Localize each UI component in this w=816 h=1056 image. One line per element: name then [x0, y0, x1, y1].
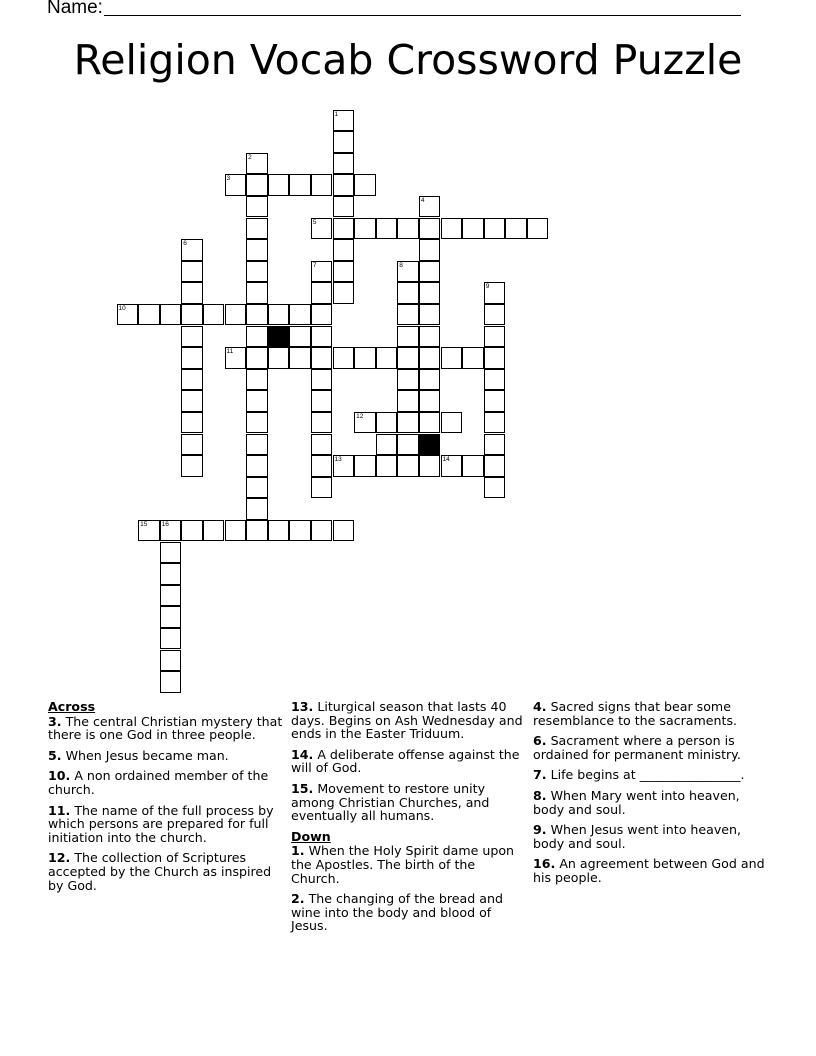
grid-cell[interactable] [268, 304, 290, 326]
clues-column-3 [533, 700, 769, 892]
grid-cell[interactable] [160, 304, 182, 326]
across-clue-list-continued [291, 700, 527, 823]
grid-cell[interactable] [311, 282, 333, 304]
down-heading: Down [291, 828, 331, 844]
grid-cell[interactable] [397, 455, 419, 477]
grid-cell[interactable] [160, 520, 182, 542]
grid-cell[interactable] [354, 347, 376, 369]
grid-cell[interactable] [441, 347, 463, 369]
grid-cell[interactable] [246, 520, 268, 542]
clue-number-label: 5. [48, 747, 62, 763]
grid-cell[interactable] [419, 347, 441, 369]
across-heading: Across [48, 699, 96, 714]
name-label: Name: [47, 0, 103, 18]
grid-cell[interactable] [397, 326, 419, 348]
grid-cell[interactable] [484, 390, 506, 412]
grid-cell[interactable] [419, 390, 441, 412]
grid-cell[interactable] [311, 434, 333, 456]
clue-number-label: 6. [533, 733, 547, 749]
grid-cell[interactable] [484, 282, 506, 304]
grid-cell[interactable] [311, 477, 333, 499]
grid-cell[interactable] [419, 326, 441, 348]
clue-number-label: 15. [291, 780, 314, 796]
grid-cell[interactable] [311, 174, 333, 196]
grid-cell[interactable] [397, 412, 419, 434]
grid-cell[interactable] [311, 304, 333, 326]
grid-cell[interactable] [246, 218, 268, 240]
grid-cell[interactable] [484, 218, 506, 240]
grid-cell[interactable] [225, 520, 247, 542]
grid-cell[interactable] [397, 218, 419, 240]
clue-number: 2 [248, 153, 252, 161]
clue-item [48, 804, 283, 845]
grid-cell[interactable] [397, 261, 419, 283]
clue-item [291, 782, 527, 823]
grid-cell[interactable] [246, 174, 268, 196]
grid-cell[interactable] [419, 412, 441, 434]
grid-cell[interactable] [333, 174, 355, 196]
grid-cell[interactable] [181, 369, 203, 391]
grid-cell[interactable] [333, 239, 355, 261]
grid-cell[interactable] [333, 131, 355, 153]
grid-cell[interactable] [354, 412, 376, 434]
grid-cell[interactable] [203, 304, 225, 326]
grid-cell[interactable] [354, 455, 376, 477]
grid-cell[interactable] [181, 455, 203, 477]
grid-cell[interactable] [246, 261, 268, 283]
grid-cell[interactable] [289, 304, 311, 326]
grid-cell[interactable] [397, 434, 419, 456]
clue-number: 1 [334, 110, 339, 118]
clue-text: A non ordained member of the church. [48, 768, 269, 797]
grid-cell[interactable] [397, 347, 419, 369]
grid-cell[interactable] [246, 412, 268, 434]
clue-number-label: 16. [533, 856, 556, 872]
grid-cell[interactable] [246, 477, 268, 499]
clue-number: 7 [312, 261, 317, 269]
grid-cell[interactable] [181, 282, 203, 304]
grid-cell[interactable] [138, 520, 160, 542]
grid-cell[interactable] [333, 347, 355, 369]
clue-text: The central Christian mystery that there is one God in three people. [48, 713, 283, 743]
clue-number: 15 [140, 520, 148, 528]
clue-item [533, 768, 769, 782]
clue-text: The collection of Scriptures accepted by the Church as inspired by God. [48, 850, 272, 893]
clue-number: 14 [442, 456, 450, 464]
grid-cell[interactable] [311, 412, 333, 434]
grid-cell[interactable] [419, 282, 441, 304]
grid-cell[interactable] [333, 218, 355, 240]
grid-cell[interactable] [289, 174, 311, 196]
grid-cell[interactable] [268, 347, 290, 369]
grid-cell[interactable] [181, 347, 203, 369]
clue-number-label: 13. [291, 699, 314, 714]
grid-cell[interactable] [181, 434, 203, 456]
grid-cell[interactable] [462, 218, 484, 240]
grid-cell[interactable] [397, 282, 419, 304]
grid-cell[interactable] [419, 218, 441, 240]
grid-cell[interactable] [376, 434, 398, 456]
grid-cell[interactable] [225, 174, 247, 196]
grid-cell[interactable] [376, 455, 398, 477]
clue-text: When Jesus went into heaven, body and soul. [533, 822, 742, 851]
clue-item [291, 844, 527, 885]
clue-text: When Jesus became man. [61, 747, 229, 763]
grid-cell[interactable] [333, 196, 355, 218]
clue-item [533, 823, 769, 850]
grid-cell[interactable] [484, 434, 506, 456]
clue-item [291, 892, 527, 933]
grid-cell[interactable] [333, 110, 355, 132]
grid-cell[interactable] [289, 520, 311, 542]
grid-cell[interactable] [311, 369, 333, 391]
clue-number: 8 [399, 261, 403, 269]
clue-item [48, 769, 283, 796]
clue-number: 5 [312, 218, 317, 226]
grid-cell[interactable] [246, 326, 268, 348]
grid-cell[interactable] [419, 455, 441, 477]
grid-cell[interactable] [246, 153, 268, 175]
grid-cell[interactable] [246, 347, 268, 369]
grid-cell[interactable] [246, 196, 268, 218]
grid-cell[interactable] [289, 347, 311, 369]
grid-cell[interactable] [225, 304, 247, 326]
clue-item [291, 700, 527, 741]
grid-cell[interactable] [246, 304, 268, 326]
clue-text: Sacred signs that bear some resemblance to the sacraments. [533, 699, 738, 728]
grid-cell[interactable] [484, 347, 506, 369]
grid-cell[interactable] [311, 390, 333, 412]
grid-cell[interactable] [246, 390, 268, 412]
clue-number: 4 [420, 196, 425, 204]
grid-cell[interactable] [311, 326, 333, 348]
clue-item [48, 749, 283, 763]
grid-cell[interactable] [505, 218, 527, 240]
clue-number: 16 [161, 520, 169, 528]
clue-item [533, 857, 769, 884]
grid-cell[interactable] [376, 347, 398, 369]
grid-cell[interactable] [419, 369, 441, 391]
grid-cell[interactable] [246, 282, 268, 304]
grid-cell[interactable] [484, 369, 506, 391]
down-clue-list-continued [533, 700, 769, 885]
clue-text: A deliberate offense against the will of God. [291, 746, 520, 776]
grid-cell[interactable] [376, 412, 398, 434]
clue-number: 10 [118, 304, 126, 312]
grid-cell[interactable] [397, 390, 419, 412]
clue-text: When the Holy Spirit dame upon the Apostles. The birth of the Church. [291, 843, 515, 886]
grid-cell[interactable] [246, 455, 268, 477]
clue-number-label: 11. [48, 802, 71, 818]
grid-cell[interactable] [181, 390, 203, 412]
grid-cell[interactable] [333, 282, 355, 304]
grid-cell[interactable] [160, 585, 182, 607]
grid-cell[interactable] [311, 261, 333, 283]
clue-number-label: 9. [533, 822, 547, 838]
grid-cell[interactable] [160, 542, 182, 564]
clue-text: The name of the full process by which persons are prepared for full initiation into the church. [48, 802, 274, 845]
grid-cell[interactable] [419, 196, 441, 218]
grid-cell[interactable] [268, 520, 290, 542]
clue-number-label: 14. [291, 746, 314, 762]
grid-cell[interactable] [376, 218, 398, 240]
grid-cell[interactable] [181, 304, 203, 326]
grid-cell[interactable] [419, 261, 441, 283]
page-title: Religion Vocab Crossword Puzzle [73, 36, 743, 84]
grid-cell[interactable] [484, 455, 506, 477]
grid-cell[interactable] [484, 326, 506, 348]
grid-cell[interactable] [311, 455, 333, 477]
grid-cell[interactable] [160, 563, 182, 585]
clue-number-label: 7. [533, 767, 547, 783]
grid-cell[interactable] [419, 304, 441, 326]
grid-cell[interactable] [181, 261, 203, 283]
clue-number: 3 [226, 175, 231, 183]
grid-cell[interactable] [311, 347, 333, 369]
grid-cell[interactable] [484, 304, 506, 326]
clue-number: 6 [183, 240, 187, 248]
clue-number: 9 [485, 283, 490, 291]
grid-cell[interactable] [419, 239, 441, 261]
clues-column-1 [48, 700, 283, 899]
grid-cell[interactable] [333, 153, 355, 175]
grid-cell[interactable] [181, 239, 203, 261]
clue-text: Sacrament where a person is ordained for permanent ministry. [533, 733, 741, 762]
grid-cell[interactable] [333, 261, 355, 283]
grid-cell[interactable] [246, 369, 268, 391]
grid-cell[interactable] [289, 326, 311, 348]
grid-cell[interactable] [397, 369, 419, 391]
grid-cell[interactable] [268, 174, 290, 196]
grid-cell[interactable] [246, 434, 268, 456]
grid-cell[interactable] [311, 218, 333, 240]
clue-item [533, 734, 769, 761]
clue-number: 13 [334, 456, 342, 464]
grid-cell[interactable] [462, 347, 484, 369]
clue-item [291, 748, 527, 775]
grid-cell[interactable] [246, 239, 268, 261]
clue-item [48, 715, 283, 742]
clue-text: Movement to restore unity among Christian Churches, and eventually all humans. [291, 780, 490, 824]
clue-number: 11 [226, 348, 234, 356]
clue-text: The changing of the bread and wine into the body and blood of Jesus. [291, 891, 503, 934]
clue-number-label: 3. [48, 713, 62, 729]
grid-cell[interactable] [484, 412, 506, 434]
clue-number-label: 2. [291, 891, 305, 907]
clue-item [533, 700, 769, 727]
clue-number-label: 1. [291, 843, 305, 859]
clue-number: 12 [356, 412, 364, 420]
grid-cell[interactable] [462, 455, 484, 477]
grid-cell[interactable] [181, 520, 203, 542]
clue-item [48, 851, 283, 892]
grid-cell[interactable] [225, 347, 247, 369]
grid-cell[interactable] [181, 412, 203, 434]
grid-cell[interactable] [203, 520, 225, 542]
across-clue-list [48, 715, 283, 893]
grid-cell[interactable] [311, 520, 333, 542]
clue-text: Liturgical season that lasts 40 days. Begins on Ash Wednesday and ends in the Easter Triduum. [291, 699, 523, 742]
grid-cell[interactable] [160, 606, 182, 628]
grid-cell[interactable] [333, 520, 355, 542]
clue-number-label: 8. [533, 787, 547, 803]
grid-block [419, 434, 441, 456]
down-clue-list [291, 844, 527, 933]
grid-cell[interactable] [397, 304, 419, 326]
grid-cell[interactable] [441, 412, 463, 434]
grid-cell[interactable] [160, 671, 182, 693]
grid-cell[interactable] [441, 455, 463, 477]
grid-cell[interactable] [181, 326, 203, 348]
grid-cell[interactable] [354, 218, 376, 240]
clue-number-label: 12. [48, 850, 71, 866]
grid-cell[interactable] [117, 304, 139, 326]
clue-number-label: 4. [533, 699, 547, 714]
grid-cell[interactable] [333, 455, 355, 477]
clue-text: Life begins at ________________. [546, 767, 745, 783]
grid-cell[interactable] [246, 498, 268, 520]
grid-cell[interactable] [160, 628, 182, 650]
clue-text: An agreement between God and his people. [533, 856, 765, 885]
clue-text: When Mary went into heaven, body and soul. [533, 787, 740, 817]
clues-column-2 [291, 700, 527, 940]
grid-cell[interactable] [138, 304, 160, 326]
grid-cell[interactable] [527, 218, 549, 240]
clue-item [533, 789, 769, 816]
grid-block [268, 326, 290, 348]
grid-cell[interactable] [160, 650, 182, 672]
grid-cell[interactable] [354, 174, 376, 196]
grid-cell[interactable] [484, 477, 506, 499]
clue-number-label: 10. [48, 768, 71, 784]
grid-cell[interactable] [441, 218, 463, 240]
